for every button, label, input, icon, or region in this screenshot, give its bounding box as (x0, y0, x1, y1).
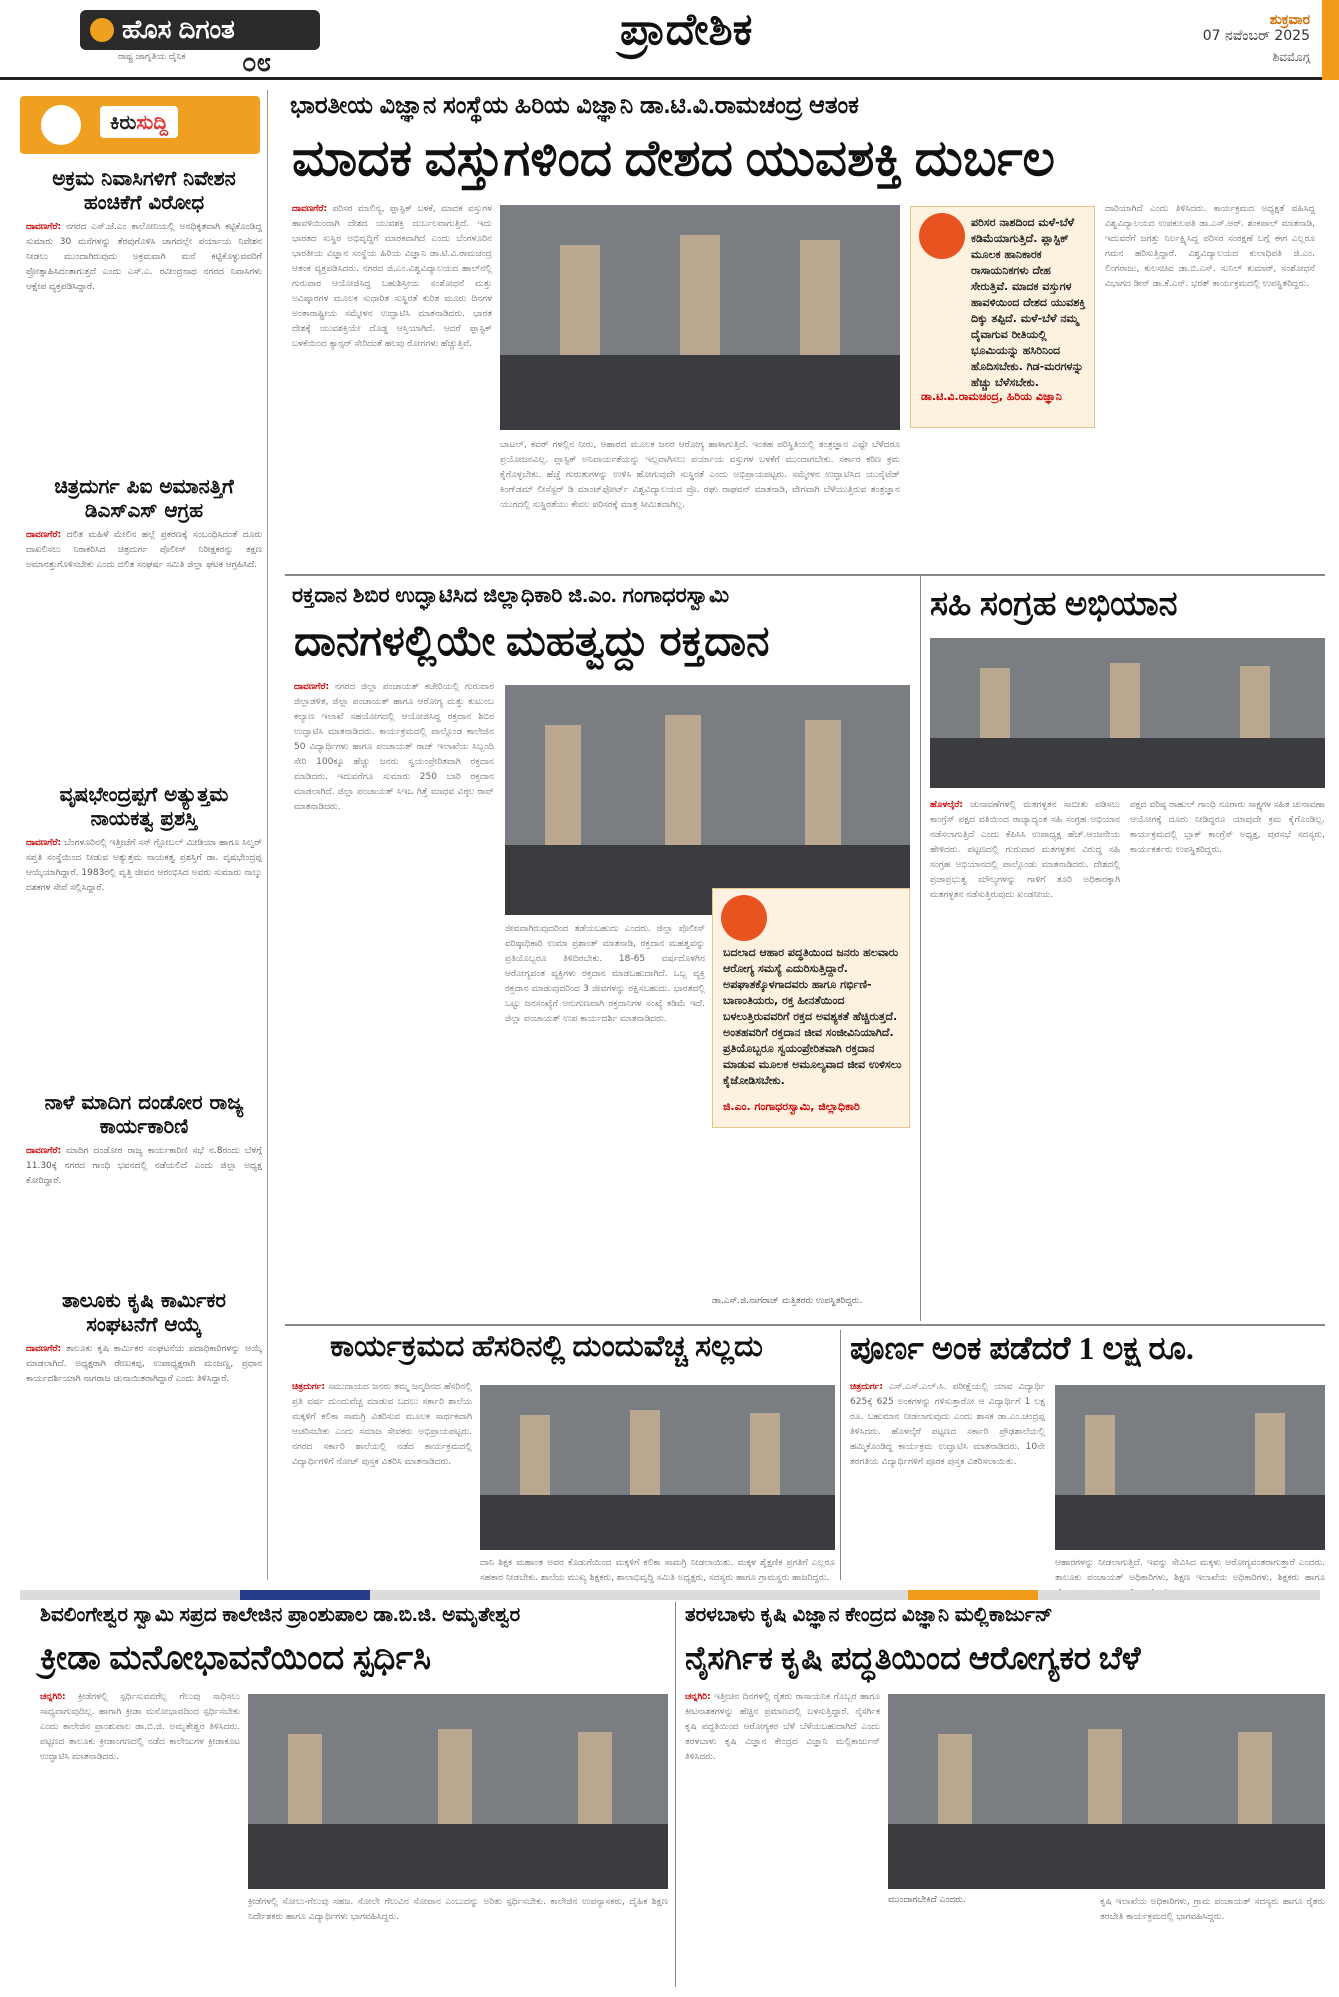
section-title: ಪ್ರಾದೇಶಿಕ (620, 5, 753, 54)
lead-body-c-left (910, 436, 1095, 564)
brief-item: ವೃಷಭೇಂದ್ರಪ್ಪಗೆ ಅತ್ಯುತ್ತಮ ನಾಯಕತ್ವ ಪ್ರಶಸ್ತಿ ದಾವಣಗೆರೆ: ಬೆಂಗಳೂರಿನಲ್ಲಿ ಇತ್ತೀಚೆಗೆ ಸಸ್ ಗ್ಲೋಬಲ್ ಮೀಡಿಯಾ ಹಾಗೂ ಸಿಲ್ವರ್ ಸಪ್ತತಿ ಸಂಸ್ಥೆಯಿಂದ ನೀಡುವ ಅತ್ಯುತ್ತಮ ನಾಯಕತ್ವ ಪ್ರಶಸ್ತಿಗೆ ಡಾ. ವೃಷಭೇಂದ್ರಪ್ಪ ಆಯ್ಕೆಯಾಗಿದ್ದಾರೆ. 1983ರಲ್ಲಿ ವೃತ್ತಿ ಜೀವನ ಆರಂಭಿಸಿದ ಅವರು ಸುಮಾರು ನಾಲ್ಕು ದಶಕಗಳ ಸೇವೆ ಸಲ್ಲಿಸಿದ್ದಾರೆ. (26, 782, 262, 893)
farm-body-a: ಚನ್ನಗಿರಿ: ಇತ್ತೀಚಿನ ದಿನಗಳಲ್ಲಿ ರೈತರು ರಾಸಾಯನಿಕ ಗೊಬ್ಬರ ಹಾಗೂ ಕೀಟನಾಶಕಗಳನ್ನು ಹೆಚ್ಚಿನ ಪ್ರಮಾಣದಲ್ಲಿ ಬಳಸುತ್ತಿದ್ದಾರೆ. ನೈಸರ್ಗಿಕ ಕೃಷಿ ಪದ್ಧತಿಯಿಂದ ಆರೋಗ್ಯಕರ ಬೆಳೆ ಬೆಳೆಯಬಹುದಾಗಿದೆ ಎಂದು ತರಳಬಾಳು ಕೃಷಿ ವಿಜ್ಞಾನ ಕೇಂದ್ರದ ವಿಜ್ಞಾನಿ ಮಲ್ಲಿಕಾರ್ಜುನ್ ತಿಳಿಸಿದರು. (685, 1692, 880, 1762)
lead-body-a: ದಾವಣಗೆರೆ: ಪರಿಸರ ಮಾಲಿನ್ಯ, ಪ್ಲಾಸ್ಟಿಕ್ ಬಳಕೆ, ಮಾದಕ ವಸ್ತುಗಳ ಹಾವಳಿಯಿಂದಾಗಿ ದೇಶದ ಯುವಶಕ್ತಿ ದುರ್ಬಲವಾಗುತ್ತಿದೆ. ಇದು ಭಾರತದ ಸುಸ್ಥಿರ ಅಭಿವೃದ್ಧಿಗೆ ಮಾರಕವಾಗಿದೆ ಎಂದು ಬೆಂಗಳೂರಿನ ಭಾರತೀಯ ವಿಜ್ಞಾನ ಸಂಸ್ಥೆಯ ಹಿರಿಯ ವಿಜ್ಞಾನಿ ಡಾ.ಟಿ.ವಿ.ರಾಮಚಂದ್ರ ಆತಂಕ ವ್ಯಕ್ತಪಡಿಸಿದರು. ನಗರದ ಜಿ.ಎಂ.ವಿಶ್ವವಿದ್ಯಾಲಯದ ಹಾಲ್‌ನಲ್ಲಿ ಗುರುವಾರ ಆಯೋಜಿಸಿದ್ದ ಬಹುಶಿಸ್ತೀಯ ಸಂಶೋಧನೆ ಮತ್ತು ಅವಿಷ್ಕಾರಗಳ ಮೂಲಕ ಸುಧಾರಿತ ಸುಸ್ಥಿರತೆ ಕುರಿತ ಮೂರು ದಿನಗಳ ಅಂತಾರಾಷ್ಟ್ರೀಯ ಸಮ್ಮೇಳನ ಉದ್ಘಾಟಿಸಿ ಮಾತನಾಡಿದರು. ಭಾರತ ದೇಶಕ್ಕೆ ಯುವಶಕ್ತಿಯೇ ದೊಡ್ಡ ಆಸ್ತಿಯಾಗಿದೆ. ಆದರೆ ಪ್ಲಾಸ್ಟಿಕ್ ಬಳಕೆಯಿಂದ ಕ್ಯಾನ್ಸರ್ ಸೇರಿದಂತೆ ಹಲವು ರೋಗಗಳು ಹೆಚ್ಚುತ್ತಿವೆ. (292, 204, 492, 349)
sports-headline: ಕ್ರೀಡಾ ಮನೋಭಾವನೆಯಿಂದ ಸ್ಪರ್ಧಿಸಿ (40, 1640, 432, 1677)
day-label: ಶುಕ್ರವಾರ (1269, 12, 1310, 28)
lead-quote-text: ಪರಿಸರ ನಾಶದಿಂದ ಮಳೆ-ಬೆಳೆ ಕಡಿಮೆಯಾಗುತ್ತಿದೆ. ಪ್ಲಾಸ್ಟಿಕ್ ಮೂಲಕ ಹಾನಿಕಾರಕ ರಾಸಾಯನಿಕಗಳು ದೇಹ ಸೇರುತ್ತಿವೆ. ಮಾದಕ ವಸ್ತುಗಳ ಹಾವಳಿಯಿಂದ ದೇಶದ ಯುವಶಕ್ತಿ ದಿಕ್ಕು ತಪ್ಪಿದೆ. ಮಳೆ-ಬೆಳೆ ನಮ್ಮ ದೈವಾಗುವ ರೀತಿಯಲ್ಲಿ ಭೂಮಿಯನ್ನು ಹಸಿರಿನಿಂದ ಹೊದಿಸಬೇಕು. ಗಿಡ-ಮರಗಳನ್ನು ಹೆಚ್ಚು ಬೆಳೆಸಬೇಕು. (971, 216, 1086, 389)
brief-item: ಚಿತ್ರದುರ್ಗ ಪಿಐ ಅಮಾನತ್ತಿಗೆ ಡಿಎಸ್ಎಸ್ ಆಗ್ರಹ ದಾವಣಗೆರೆ: ದಲಿತ ಮಹಿಳೆ ಮೇಲಿನ ಹಲ್ಲೆ ಪ್ರಕರಣಕ್ಕೆ ಸಂಬಂಧಿಸಿದಂತೆ ದೂರು ದಾಖಲಿಸಲು ನಿರಾಕರಿಸಿದ ಚಿತ್ರದುರ್ಗ ಪೊಲೀಸ್ ನಿರೀಕ್ಷಕರನ್ನು ತಕ್ಷಣ ಅಮಾನತ್ತುಗೊಳಿಸಬೇಕು ಎಂದು ದಲಿತ ಸಂಘರ್ಷ ಸಮಿತಿ ಜಿಲ್ಲಾ ಘಟಕ ಆಗ್ರಹಿಸಿದೆ. (26, 474, 262, 570)
pointing-hand-icon (38, 102, 84, 148)
brief-title: ವೃಷಭೇಂದ್ರಪ್ಪಗೆ ಅತ್ಯುತ್ತಮ ನಾಯಕತ್ವ ಪ್ರಶಸ್ತಿ (59, 782, 229, 830)
accent-bar (1322, 0, 1339, 80)
marks-headline: ಪೂರ್ಣ ಅಂಕ ಪಡೆದರೆ 1 ಲಕ್ಷ ರೂ. (850, 1330, 1194, 1366)
newspaper-logo (80, 10, 320, 50)
lead-quote-box (910, 206, 1095, 428)
lead-kicker: ಭಾರತೀಯ ವಿಜ್ಞಾನ ಸಂಸ್ಥೆಯ ಹಿರಿಯ ವಿಜ್ಞಾನಿ ಡಾ.ಟಿ.ವಿ.ರಾಮಚಂದ್ರ ಆತಂಕ (290, 92, 859, 119)
school-photo (480, 1385, 835, 1550)
city-label: ಶಿವಮೊಗ್ಗ (1272, 50, 1310, 64)
lead-photo (500, 205, 900, 430)
marks-photo (1055, 1385, 1325, 1550)
brief-item: ನಾಳೆ ಮಾದಿಗ ದಂಡೋರ ರಾಜ್ಯ ಕಾರ್ಯಕಾರಿಣಿ ದಾವಣಗೆರೆ: ಮಾದಿಗ ದಂಡೋರ ರಾಜ್ಯ ಕಾರ್ಯಕಾರಿಣಿ ಸಭೆ ನ.8ರಂದು ಬೆಳಗ್ಗೆ 11.30ಕ್ಕೆ ನಗರದ ಗಾಂಧಿ ಭವನದಲ್ಲಿ ನಡೆಯಲಿದೆ ಎಂದು ಜಿಲ್ಲಾ ಅಧ್ಯಕ್ಷ ಕೋರಿದ್ದಾರೆ. (26, 1090, 262, 1186)
blood-quote-box (712, 888, 910, 1128)
briefs-label: ಕಿರುಸುದ್ದಿ (100, 106, 178, 138)
logo-tagline: ರಾಷ್ಟ್ರ ಜಾಗೃತಿಯ ದೈನಿಕ (118, 52, 186, 62)
school-body-b: ದಾನಿ ಶಿಕ್ಷಕ ಮಹಾಂತ ಅವರ ಕೊಡುಗೆಯಿಂದ ಮಕ್ಕಳಿಗೆ ಕಲಿಕಾ ಸಾಮಗ್ರಿ ನೀಡಲಾಯಿತು. ಮಕ್ಕಳ ಶೈಕ್ಷಣಿಕ ಪ್ರಗತಿಗೆ ಎಲ್ಲರೂ ಸಹಕಾರ ನೀಡಬೇಕು. ಶಾಲೆಯ ಮುಖ್ಯ ಶಿಕ್ಷಕರು, ಶಾಲಾಭಿವೃದ್ಧಿ ಸಮಿತಿ ಅಧ್ಯಕ್ಷರು, ಸದಸ್ಯರು ಹಾಗೂ ಗ್ರಾಮಸ್ಥರು ಹಾಜರಿದ್ದರು. (480, 1558, 835, 1583)
column-divider (920, 576, 921, 1321)
sports-kicker: ಶಿವಲಿಂಗೇಶ್ವರ ಸ್ವಾಮಿ ಸಪ್ರದ ಕಾಲೇಜಿನ ಪ್ರಾಂಶುಪಾಲ ಡಾ.ಬಿ.ಜಿ. ಅಮೃತೇಶ್ವರ (40, 1604, 521, 1626)
farm-kicker: ತರಳಬಾಳು ಕೃಷಿ ವಿಜ್ಞಾನ ಕೇಂದ್ರದ ವಿಜ್ಞಾನಿ ಮಲ್ಲಿಕಾರ್ಜುನ್ (685, 1604, 1053, 1626)
column-divider (840, 1330, 841, 1580)
lead-quote-attribution: ಡಾ.ಟಿ.ವಿ.ರಾಮಚಂದ್ರ, ಹಿರಿಯ ವಿಜ್ಞಾನಿ (921, 390, 1062, 403)
brief-title: ಅಕ್ರಮ ನಿವಾಸಿಗಳಿಗೆ ನಿವೇಶನ ಹಂಚಿಕೆಗೆ ವಿರೋಧ (52, 166, 236, 214)
date-label: 07 ನವೆಂಬರ್ 2025 (1202, 28, 1310, 44)
brief-item: ಅಕ್ರಮ ನಿವಾಸಿಗಳಿಗೆ ನಿವೇಶನ ಹಂಚಿಕೆಗೆ ವಿರೋಧ ದಾವಣಗೆರೆ: ನಗರದ ಎಸ್.ಜೆ.ಎಂ ಕಾಲೋನಿಯಲ್ಲಿ ಅನಧಿಕೃತವಾಗಿ ಕಟ್ಟಿಕೊಂಡಿದ್ದ ಸುಮಾರು 30 ಮನೆಗಳನ್ನು ತೆರವುಗೊಳಿಸಿ ಜಾಗದಲ್ಲೇ ಪರ್ಯಾಯ ನಿವೇಶನ ನೀಡಲು ಮುಂದಾಗಿರುವುದು ಅಕ್ರಮವಾಗಿ ಮನೆ ಕಟ್ಟಿಕೊಳ್ಳುವವರಿಗೆ ಪ್ರೋತ್ಸಾಹಿಸಿದಂತಾಗುತ್ತದೆ ಎಂದು ಎಸ್.ಎ. ರವೀಂದ್ರನಾಥ ನಗರದ ನಿವಾಸಿಗಳು ಆಕ್ಷೇಪ ವ್ಯಕ್ತಪಡಿಸಿದ್ದಾರೆ. (26, 166, 262, 292)
sign-headline: ಸಹಿ ಸಂಗ್ರಹ ಅಭಿಯಾನ (930, 586, 1178, 623)
blood-caption: ಡಾ.ಎಸ್.ಜಿ.ನಾಗರಾಜ್ ಮತ್ತಿತರರು ಉಪಸ್ಥಿತರಿದ್ದರು. (712, 1296, 863, 1306)
blood-quote-attribution: ಜಿ.ಎಂ. ಗಂಗಾಧರಸ್ವಾಮಿ, ಜಿಲ್ಲಾಧಿಕಾರಿ (723, 1100, 860, 1113)
briefs-list (26, 166, 262, 1576)
brief-item: ತಾಲೂಕು ಕೃಷಿ ಕಾರ್ಮಿಕರ ಸಂಘಟನೆಗೆ ಆಯ್ಕೆ ದಾವಣಗೆರೆ: ತಾಲೂಕು ಕೃಷಿ ಕಾರ್ಮಿಕರ ಸಂಘಟನೆಯ ಪದಾಧಿಕಾರಿಗಳನ್ನು ಆಯ್ಕೆ ಮಾಡಲಾಗಿದೆ. ಅಧ್ಯಕ್ಷರಾಗಿ ರೇಣುಕಪ್ಪ, ಉಪಾಧ್ಯಕ್ಷರಾಗಿ ಮಂಜಣ್ಣ, ಪ್ರಧಾನ ಕಾರ್ಯದರ್ಶಿಯಾಗಿ ನಾಗರಾಜ ಚುನಾಯಿತರಾಗಿದ್ದಾರೆ ಎಂದು ತಿಳಿಸಿದ್ದಾರೆ. (26, 1288, 262, 1384)
sign-photo (930, 638, 1325, 788)
school-headline: ಕಾರ್ಯಕ್ರಮದ ಹೆಸರಿನಲ್ಲಿ ದುಂದುವೆಚ್ಚ ಸಲ್ಲದು (330, 1330, 763, 1363)
lead-body-b: ಬಾಟಲ್, ಕವರ್ ಗಳಲ್ಲಿನ ನೀರು, ಆಹಾರದ ಮೂಲಕ ಜನರ ಆರೋಗ್ಯ ಹಾಳಾಗುತ್ತಿದೆ. ಇಂತಹ ಪರಿಸ್ಥಿತಿಯಲ್ಲಿ ತಂತ್ರಜ್ಞಾನ ಎಷ್ಟೇ ಬೆಳೆದರೂ ಪ್ರಯೋಜನವಿಲ್ಲ. ಪ್ಲಾಸ್ಟಿಕ್ ಅನಿವಾರ್ಯತೆಯನ್ನು ಇಲ್ಲವಾಗಿಸಲು ಪರ್ಯಾಯ ವಸ್ತುಗಳ ಬಳಕೆಗೆ ಮುಂದಾಗಬೇಕು. ಸರ್ಕಾರ ಕಠಿಣ ಕ್ರಮ ಕೈಗೊಳ್ಳಬೇಕು. ಹೆಚ್ಚೆ ಗುರುತುಗಳನ್ನು ಉಳಿಸಿ ಹೋಗುವುದೇ ಸುಸ್ಥಿರತೆ ಎಂದು ಅಭಿಪ್ರಾಯಪಟ್ಟರು. ಸಮ್ಮೇಳನ ಉದ್ಘಾಟಿಸಿದ ಯುನೈಟೆಡ್ ಕಿಂಗ್‌ಡಮ್ ಲೀಸೆಸ್ಟರ್ ಡಿ ಮಾಂಟ್‌ಫೋರ್ಟ್ ವಿಶ್ವವಿದ್ಯಾಲಯದ ಪ್ರೊ. ರಘು ರಾಘವನ್ ಮಾತನಾಡಿ, ವೇಗವಾಗಿ ಬೆಳೆಯುತ್ತಿರುವ ತಂತ್ರಜ್ಞಾನ ಯುಗದಲ್ಲಿ ಸುಸ್ಥಿರತೆಯು ಕೇವಲ ಪರಿಸರಕ್ಕೆ ಮಾತ್ರ ಸೀಮಿತವಾಗಿಲ್ಲ. (500, 440, 900, 510)
column-divider (675, 1602, 676, 1987)
sun-logo-icon (90, 18, 114, 42)
brief-title: ತಾಲೂಕು ಕೃಷಿ ಕಾರ್ಮಿಕರ ಸಂಘಟನೆಗೆ ಆಯ್ಕೆ (61, 1288, 226, 1336)
marks-body-a: ಚಿತ್ರದುರ್ಗ: ಎಸ್.ಎಸ್.ಎಲ್.ಸಿ. ಪರೀಕ್ಷೆಯಲ್ಲಿ ಯಾವ ವಿದ್ಯಾರ್ಥಿ 625ಕ್ಕೆ 625 ಅಂಕಗಳನ್ನು ಗಳಿಸುತ್ತಾರೋ ಆ ವಿದ್ಯಾರ್ಥಿಗೆ 1 ಲಕ್ಷ ರೂ. ಬಹುಮಾನ ನೀಡಲಾಗುವುದು ಎಂದು ಶಾಸಕ ಡಾ.ಎಂ.ಚಂದ್ರಪ್ಪ ತಿಳಿಸಿದರು. ಹೊಳಲ್ಕೆರೆ ಪಟ್ಟಣದ ಸರ್ಕಾರಿ ಪ್ರೌಢಶಾಲೆಯಲ್ಲಿ ಹಮ್ಮಿಕೊಂಡಿದ್ದ ಕಾರ್ಯಕ್ರಮ ಉದ್ಘಾಟಿಸಿ ಮಾತನಾಡಿದರು. 10ನೇ ತರಗತಿಯ ವಿದ್ಯಾರ್ಥಿಗಳಿಗೆ ಪೂರಕ ಪುಸ್ತಕ ವಿತರಿಸಲಾಯಿತು. (850, 1382, 1045, 1467)
farm-photo (888, 1694, 1325, 1889)
stripe-accent-blue (240, 1590, 370, 1600)
stripe-accent-orange (908, 1590, 1038, 1600)
blood-photo (505, 685, 910, 915)
sign-body-a: ಹೊಳಲ್ಕೆರೆ: ಚುನಾವಣೆಗಳಲ್ಲಿ ಮತಗಳ್ಳತನ ಸಾಬೀತು ಪಡಿಸಲು ಕಾಂಗ್ರೆಸ್ ಪಕ್ಷದ ವತಿಯಿಂದ ರಾಜ್ಯಾದ್ಯಂತ ಸಹಿ ಸಂಗ್ರಹ ಅಭಿಯಾನ ನಡೆಸಲಾಗುತ್ತಿದೆ ಎಂದು ಕೆಪಿಸಿಸಿ ಉಪಾಧ್ಯಕ್ಷ ಹೆಚ್.ಆಂಜನೇಯ ಹೇಳಿದರು. ಪಟ್ಟಣದಲ್ಲಿ ಗುರುವಾರ ಮತಗಳ್ಳತನ ವಿರುದ್ಧ ಸಹಿ ಸಂಗ್ರಹ ಅಭಿಯಾನದಲ್ಲಿ ಪಾಲ್ಗೊಂಡು ಮಾತನಾಡಿದರು. ದೇಶದಲ್ಲಿ ಪ್ರಜಾಪ್ರಭುತ್ವ ಮೌಲ್ಯಗಳನ್ನು ಗಾಳಿಗೆ ತೂರಿ ಅಧಿಕಾರಕ್ಕಾಗಿ ಮತಗಳ್ಳತನ ನಡೆಸುತ್ತಿರುವುದು ಖಂಡನೀಯ. (930, 800, 1120, 900)
blood-headline: ದಾನಗಳಲ್ಲಿಯೇ ಮಹತ್ವದ್ದು ರಕ್ತದಾನ (294, 619, 770, 665)
logo-text: ಹೊಸ ದಿಗಂತ (122, 14, 235, 44)
briefs-badge (20, 96, 260, 154)
lead-body-c: ದಾರಿಯಾಗಿದೆ ಎಂದು ತಿಳಿಸಿದರು. ಕಾರ್ಯಕ್ರಮದ ಅಧ್ಯಕ್ಷತೆ ವಹಿಸಿದ್ದ ವಿಶ್ವವಿದ್ಯಾಲಯದ ಉಪಕುಲಪತಿ ಡಾ.ಎಸ್.ಆರ್. ಶಂಕಪಾಲ್ ಮಾತನಾಡಿ, ಇದುವರೆಗೆ ಜಗತ್ತು ನಿರ್ಲಕ್ಷ್ಯಿಸಿದ್ದ ಪರಿಸರ ಸಂರಕ್ಷಣೆ ಬಗ್ಗೆ ಈಗ ಎಲ್ಲರೂ ಗಮನ ಹರಿಸುತ್ತಿದ್ದಾರೆ. ವಿಶ್ವವಿದ್ಯಾಲಯದ ಕುಲಾಧಿಪತಿ ಜಿ.ಎಂ. ಲಿಂಗರಾಜು, ಕುಲಸಚಿವ ಡಾ.ಬಿ.ಎಸ್. ಸುನಿಲ್ ಕುಮಾರ್, ಸಂಶೋಧನೆ ವಿಭಾಗದ ಡೀನ್ ಡಾ.ಕೆ.ಎನ್. ಭರತ್ ಕಾರ್ಯಕ್ರಮದಲ್ಲಿ ಉಪಸ್ಥಿತರಿದ್ದರು. (1105, 204, 1315, 289)
marks-body-b: ಆಹಾರಗಳನ್ನು ನೀಡಲಾಗುತ್ತಿದೆ. ಇವನ್ನು ಸೇವಿಸಿದ ಮಕ್ಕಳು ಆರೋಗ್ಯವಂತರಾಗುತ್ತಾರೆ ಎಂದರು. ತಾಲೂಕು ಪಂಚಾಯತ್ ಅಧಿಕಾರಿಗಳು, ಶಿಕ್ಷಣ ಇಲಾಖೆಯ ಅಧಿಕಾರಿಗಳು, ಶಿಕ್ಷಕರು ಹಾಗೂ (1055, 1558, 1325, 1583)
lead-headline: ಮಾದಕ ವಸ್ತುಗಳಿಂದ ದೇಶದ ಯುವಶಕ್ತಿ ದುರ್ಬಲ (292, 130, 1055, 186)
masthead (0, 0, 1339, 80)
page-number: ೦೮ (242, 48, 272, 78)
sports-body-b: ಕ್ರೀಡೆಗಳಲ್ಲಿ ಸೋಲು-ಗೆಲುವು ಸಹಜ. ಸೋಲೇ ಗೆಲುವಿನ ಸೋಪಾನ ಎಂಬುದನ್ನು ಅರಿತು ಸ್ಪರ್ಧಿಸಬೇಕು. ಕಾಲೇಜಿನ ಉಪನ್ಯಾಸಕರು, ದೈಹಿಕ ಶಿಕ್ಷಣ ನಿರ್ದೇಶಕರು ಹಾಗೂ ವಿದ್ಯಾರ್ಥಿಗಳು ಭಾಗವಹಿಸಿದ್ದರು. (248, 1897, 668, 1922)
blood-kicker: ರಕ್ತದಾನ ಶಿಬಿರ ಉದ್ಘಾಟಿಸಿದ ಜಿಲ್ಲಾಧಿಕಾರಿ ಜಿ.ಎಂ. ಗಂಗಾಧರಸ್ವಾಮಿ (292, 584, 730, 607)
section-stripe (20, 1590, 1320, 1600)
blood-body-a: ದಾವಣಗೆರೆ: ನಗರದ ಜಿಲ್ಲಾ ಪಂಚಾಯತ್ ಕಚೇರಿಯಲ್ಲಿ ಗುರುವಾರ ಜಿಲ್ಲಾಡಳಿತ, ಜಿಲ್ಲಾ ಪಂಚಾಯತ್ ಹಾಗೂ ಆರೋಗ್ಯ ಮತ್ತು ಕುಟುಂಬ ಕಲ್ಯಾಣ ಇಲಾಖೆ ಸಹಯೋಗದಲ್ಲಿ ಆಯೋಜಿಸಿದ್ದ ರಕ್ತದಾನ ಶಿಬಿರ ಉದ್ಘಾಟಿಸಿ ಮಾತನಾಡಿದರು. ಕಾರ್ಯಕ್ರಮದಲ್ಲಿ ಪಾಲ್ಗೊಂಡ ಕಾಲೇಜಿನ 50 ವಿದ್ಯಾರ್ಥಿಗಳು ಹಾಗೂ ಪಂಚಾಯತ್ ರಾಜ್ ಇಲಾಖೆಯ ಸಿಬ್ಬಂದಿ ಸೇರಿ 100ಕ್ಕೂ ಹೆಚ್ಚು ಜನರು ಸ್ವಯಂಪ್ರೇರಿತವಾಗಿ ರಕ್ತದಾನ ಮಾಡಿದರು. ಇದುವರೆಗೂ ಸುಮಾರು 250 ಬಾರಿ ರಕ್ತದಾನ ಮಾಡಲಾಗಿದೆ. ಜಿಲ್ಲಾ ಪಂಚಾಯತ್ ಸಿಇಒ ಗಿತ್ತೆ ಮಾಧವ ವಿಠ್ಠಲ ರಾವ್ ಮಾತನಾಡಿದರು. (294, 682, 494, 812)
brief-title: ನಾಳೆ ಮಾದಿಗ ದಂಡೋರ ರಾಜ್ಯ ಕಾರ್ಯಕಾರಿಣಿ (44, 1090, 244, 1138)
farm-body-b: ಕೃಷಿ ಇಲಾಖೆಯ ಅಧಿಕಾರಿಗಳು, ಗ್ರಾಮ ಪಂಚಾಯತ್ ಸದಸ್ಯರು ಹಾಗೂ ರೈತರು ತರಬೇತಿ ಕಾರ್ಯಕ್ರಮದಲ್ಲಿ ಭಾಗವಹಿಸಿದ್ದರು. (1100, 1897, 1325, 1922)
blood-quote-text: ಬದಲಾದ ಆಹಾರ ಪದ್ಧತಿಯಿಂದ ಜನರು ಹಲವಾರು ಆರೋಗ್ಯ ಸಮಸ್ಯೆ ಎದುರಿಸುತ್ತಿದ್ದಾರೆ. ಅಪಘಾತಕ್ಕೊಳಗಾದವರು ಹಾಗೂ ಗರ್ಭಿಣಿ-ಬಾಣಂತಿಯರು, ರಕ್ತ ಹೀನತೆಯಿಂದ ಬಳಲುತ್ತಿರುವವರಿಗೆ ರಕ್ತದ ಅವಶ್ಯಕತೆ ಹೆಚ್ಚಿರುತ್ತದೆ. ಅಂತಹವರಿಗೆ ರಕ್ತದಾನ ಜೀವ ಸಂಜೀವಿನಿಯಾಗಿದೆ. ಪ್ರತಿಯೊಬ್ಬರೂ ಸ್ವಯಂಪ್ರೇರಿತವಾಗಿ ರಕ್ತದಾನ ಮಾಡುವ ಮೂಲಕ ಅಮೂಲ್ಯವಾದ ಜೀವ ಉಳಿಸಲು ಕೈಜೋಡಿಸಬೇಕು. (723, 946, 902, 1087)
sports-body-a: ಚನ್ನಗಿರಿ: ಕ್ರೀಡೆಗಳಲ್ಲಿ ಸ್ಪರ್ಧಿಸುವವರೆಲ್ಲ ಗೆಲುವು ಸಾಧಿಸಲು ಸಾಧ್ಯವಾಗುವುದಿಲ್ಲ. ಹಾಗಾಗಿ ಕ್ರೀಡಾ ಮನೋಭಾವದಿಂದ ಸ್ಪರ್ಧಿಸಬೇಕು ಎಂದು ಕಾಲೇಜಿನ ಪ್ರಾಂಶುಪಾಲ ಡಾ.ಬಿ.ಜಿ. ಅಮೃತೇಶ್ವರ ತಿಳಿಸಿದರು. ಪಟ್ಟಣದ ತಾಲೂಕು ಕ್ರೀಡಾಂಗಣದಲ್ಲಿ ನಡೆದ ಕಾಲೇಜುಗಳ ಕ್ರೀಡಾಕೂಟ ಉದ್ಘಾಟಿಸಿ ಮಾತನಾಡಿದರು. (40, 1692, 240, 1762)
date-block (1160, 12, 1310, 65)
row-divider (285, 574, 1325, 576)
school-body-a: ಚಿತ್ರದುರ್ಗ: ಸಮುದಾಯದ ಜನರು ತಮ್ಮ ಜನ್ಮದಿನದ ಹೆಸರಿನಲ್ಲಿ ಪ್ರತಿ ವರ್ಷ ದುಂದುವೆಚ್ಚ ಮಾಡುವ ಬದಲು ಸರ್ಕಾರಿ ಶಾಲೆಯ ಮಕ್ಕಳಿಗೆ ಕಲಿಕಾ ಸಾಮಗ್ರಿ ವಿತರಿಸುವ ಮೂಲಕ ಸಾರ್ಥಕವಾಗಿ ಆಚರಿಸಬೇಕು ಎಂದು ಸಮಾಜ ಸೇವಕರು ಅಭಿಪ್ರಾಯಪಟ್ಟರು. ನಗರದ ಸರ್ಕಾರಿ ಶಾಲೆಯಲ್ಲಿ ನಡೆದ ಕಾರ್ಯಕ್ರಮದಲ್ಲಿ ವಿದ್ಯಾರ್ಥಿಗಳಿಗೆ ನೋಟ್ ಪುಸ್ತಕ ವಿತರಿಸಿ ಮಾತನಾಡಿದರು. (292, 1382, 472, 1467)
quote-icon (721, 895, 767, 941)
sign-body-b: ಪಕ್ಷದ ವರಿಷ್ಠ ರಾಹುಲ್ ಗಾಂಧಿ ನೂರಾರು ಸಾಕ್ಷ್ಯಗಳ ಸಹಿತ ಚುನಾವಣಾ ಆಯೋಗಕ್ಕೆ ದೂರು ನೀಡಿದ್ದರೂ ಯಾವುದೇ ಕ್ರಮ ಕೈಗೊಂಡಿಲ್ಲ. ಕಾರ್ಯಕ್ರಮದಲ್ಲಿ ಬ್ಲಾಕ್ ಕಾಂಗ್ರೆಸ್ ಅಧ್ಯಕ್ಷ, ಪುರಸಭೆ ಸದಸ್ಯರು, ಕಾರ್ಯಕರ್ತರು ಉಪಸ್ಥಿತರಿದ್ದರು. (1130, 800, 1325, 855)
brief-title: ಚಿತ್ರದುರ್ಗ ಪಿಐ ಅಮಾನತ್ತಿಗೆ ಡಿಎಸ್ಎಸ್ ಆಗ್ರಹ (54, 474, 234, 522)
sports-photo (248, 1694, 668, 1889)
quote-icon (919, 213, 965, 259)
farm-caption: ಮುಂದಾಗಬೇಕಿದೆ ಎಂದರು. (888, 1895, 966, 1905)
row-divider (285, 1324, 1325, 1326)
farm-headline: ನೈಸರ್ಗಿಕ ಕೃಷಿ ಪದ್ಧತಿಯಿಂದ ಆರೋಗ್ಯಕರ ಬೆಳೆ (685, 1640, 1141, 1676)
blood-body-b: ಜೀವವಾಗಿರುವುದರಿಂದ ತಡೆಯಬಹುದು ಎಂದರು. ಜಿಲ್ಲಾ ಪೊಲೀಸ್ ವರಿಷ್ಠಾಧಿಕಾರಿ ಉಮಾ ಪ್ರಶಾಂತ್ ಮಾತನಾಡಿ, ರಕ್ತದಾನ ಮಹತ್ವವನ್ನು ಪ್ರತಿಯೊಬ್ಬರೂ ತಿಳಿದಿರಬೇಕು. 18-65 ವರ್ಷದೊಳಗಿನ ಆರೋಗ್ಯವಂತ ವ್ಯಕ್ತಿಗಳು ರಕ್ತದಾನ ಮಾಡಬಹುದಾಗಿದೆ. ಒಬ್ಬ ವ್ಯಕ್ತಿ ರಕ್ತದಾನ ಮಾಡುವುದರಿಂದ 3 ಜೀವಗಳನ್ನು ರಕ್ಷಿಸಬಹುದು. ಭಾರತದಲ್ಲಿ ಒಟ್ಟು ಜನಸಂಖ್ಯೆಗೆ ಅನುಗುಣವಾಗಿ ರಕ್ತದಾನಿಗಳ ಸಂಖ್ಯೆ ಕಡಿಮೆ ಇದೆ. ಜಿಲ್ಲಾ ಪಂಚಾಯತ್ ಉಪ ಕಾರ್ಯದರ್ಶಿ ಮಾತನಾಡಿದರು. (505, 924, 705, 1024)
